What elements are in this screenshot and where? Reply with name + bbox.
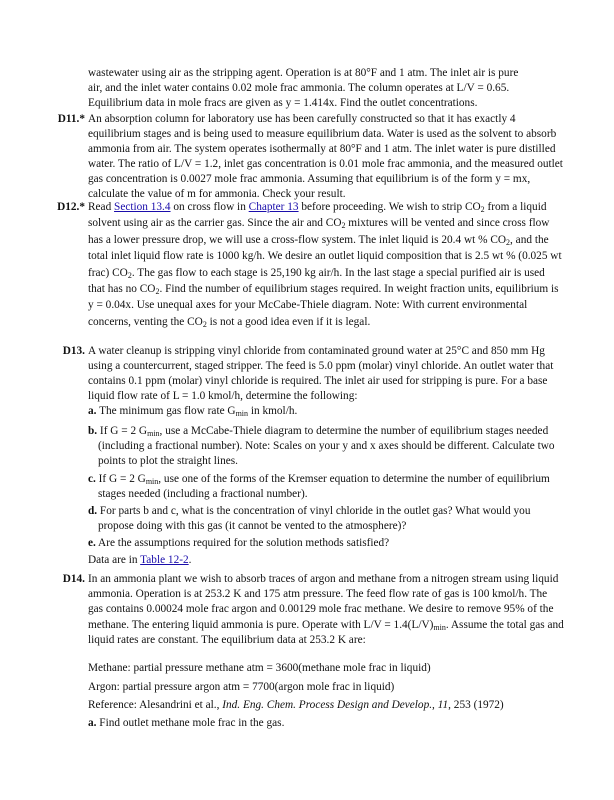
intro-line-2: air, and the inlet water contains 0.02 mole frac ammonia. The column operates at L/V = 0.65. (88, 82, 510, 94)
d13-part-d: d. For parts b and c, what is the concentration of vinyl chloride in the outlet gas? What would you propose doing with this gas (it cannot be vented to the atmosphere)? (88, 505, 531, 532)
problem-d14 (62, 572, 564, 648)
chapter-link[interactable]: Chapter 13 (248, 201, 299, 213)
intro-paragraph (88, 66, 564, 111)
d13-part-c: c. If G = 2 $G_{min}$, use one of the forms of the Kremser equation to determine the number of equilibrium stages needed (including a fractional number). (88, 473, 550, 500)
d14-reference: Reference: Alesandrini et al., Ind. Eng. Chem. Process Design and Develop., 11, 253 (1972) (88, 699, 504, 711)
d13-part-b: b. If G = 2 $G_{min}$, use a McCabe-Thiele diagram to determine the number of equilibrium stages needed (including a fractional number). Note: Scales on your y and x axes should be different. Calculate two points to plot the straight lines. (88, 425, 555, 467)
problem-text: A water cleanup is stripping vinyl chloride from contaminated ground water at 25°C and 850 mm Hg using a countercurrent, staged stripper. The feed is 5.0 ppm (molar) vinyl chloride. An outlet water that contains 0.1 ppm (molar) vinyl chloride is required. The inlet air used for stripping is pure. For a base liquid flow rate of L = 1.0 kmol/h, determine the following: (88, 345, 554, 402)
problem-text: In an ammonia plant we wish to absorb traces of argon and methane from a nitrogen stream using liquid ammonia. Operation is at 253.2 K and 175 atm pressure. The feed flow rate of gas is 100 kmol/h. The gas contains 0.00024 mole frac argon and 0.00129 mole frac methane. We desire to remove 95% of the methane. The entering liquid ammonia is pure. Operate with $L/V = 1.4(L/V)_{min}$. Assume the total gas and liquid rates are constant. The equilibrium data at 253.2 K are: (88, 573, 564, 646)
table-link[interactable]: Table 12-2 (140, 554, 189, 566)
problem-d11 (57, 112, 564, 202)
problem-d13 (62, 344, 564, 404)
problem-text: Read Section 13.4 on cross flow in Chapter 13 before proceeding. We wish to strip $CO_2$ from a liquid solvent using air as the carrier gas. Since the air and $CO_2$ mixtures will be vented and since cross flow has a lower pressure drop, we will use a cross-flow system. The inlet liquid is 20.4 wt % $CO_2$, and the total inlet liquid flow rate is 1000 kg/h. We desire an outlet liquid composition that is 2.5 wt % (0.025 wt frac) $CO_2$. The gas flow to each stage is 25,190 kg air/h. In the last stage a special purified air is used that has no $CO_2$. Find the number of equilibrium stages required. In weight fraction units, equilibrium is y = 0.04x. Use unequal axes for your McCabe-Thiele diagram. Note: With current environmental concerns, venting the $CO_2$ is not a good idea even if it is legal. (88, 201, 562, 329)
problem-number: D12.* (57, 201, 85, 213)
d14-argon-equilibrium: Argon: partial pressure argon atm = 7700(argon mole frac in liquid) (88, 681, 395, 693)
d14-methane-equilibrium: Methane: partial pressure methane atm = 3600(methane mole frac in liquid) (88, 662, 431, 674)
d13-data-note: Data are in Table 12-2. (88, 554, 192, 566)
d13-part-e: e. Are the assumptions required for the solution methods satisfied? (88, 537, 390, 549)
problem-number: D14. (62, 573, 85, 585)
d13-part-a: a. The minimum gas flow rate $G_{min}$ in kmol/h. (88, 405, 298, 418)
problem-text: An absorption column for laboratory use has been carefully constructed so that it has exactly 4 equilibrium stages and is being used to measure equilibrium data. Water is used as the solvent to absorb ammonia from air. The system operates isothermally at 80°F and 1 atm. The inlet water is pure distilled water. The ratio of L/V = 1.2, inlet gas concentration is 0.01 mole frac ammonia, and the measured outlet gas concentration is 0.0027 mole frac ammonia. Assuming that equilibrium is of the form y = mx, calculate the value of m for ammonia. Check your result. (88, 113, 563, 200)
problem-number: D13. (62, 345, 85, 357)
section-link[interactable]: Section 13.4 (114, 201, 171, 213)
problem-number: D11.* (57, 113, 85, 125)
problem-d12 (57, 199, 564, 330)
intro-line-3: Equilibrium data in mole fracs are given as y = 1.414x. Find the outlet concentrations. (88, 97, 478, 109)
d14-part-a: a. Find outlet methane mole frac in the gas. (88, 717, 285, 729)
intro-line-1: wastewater using air as the stripping agent. Operation is at 80°F and 1 atm. The inlet air is pure (88, 67, 519, 79)
